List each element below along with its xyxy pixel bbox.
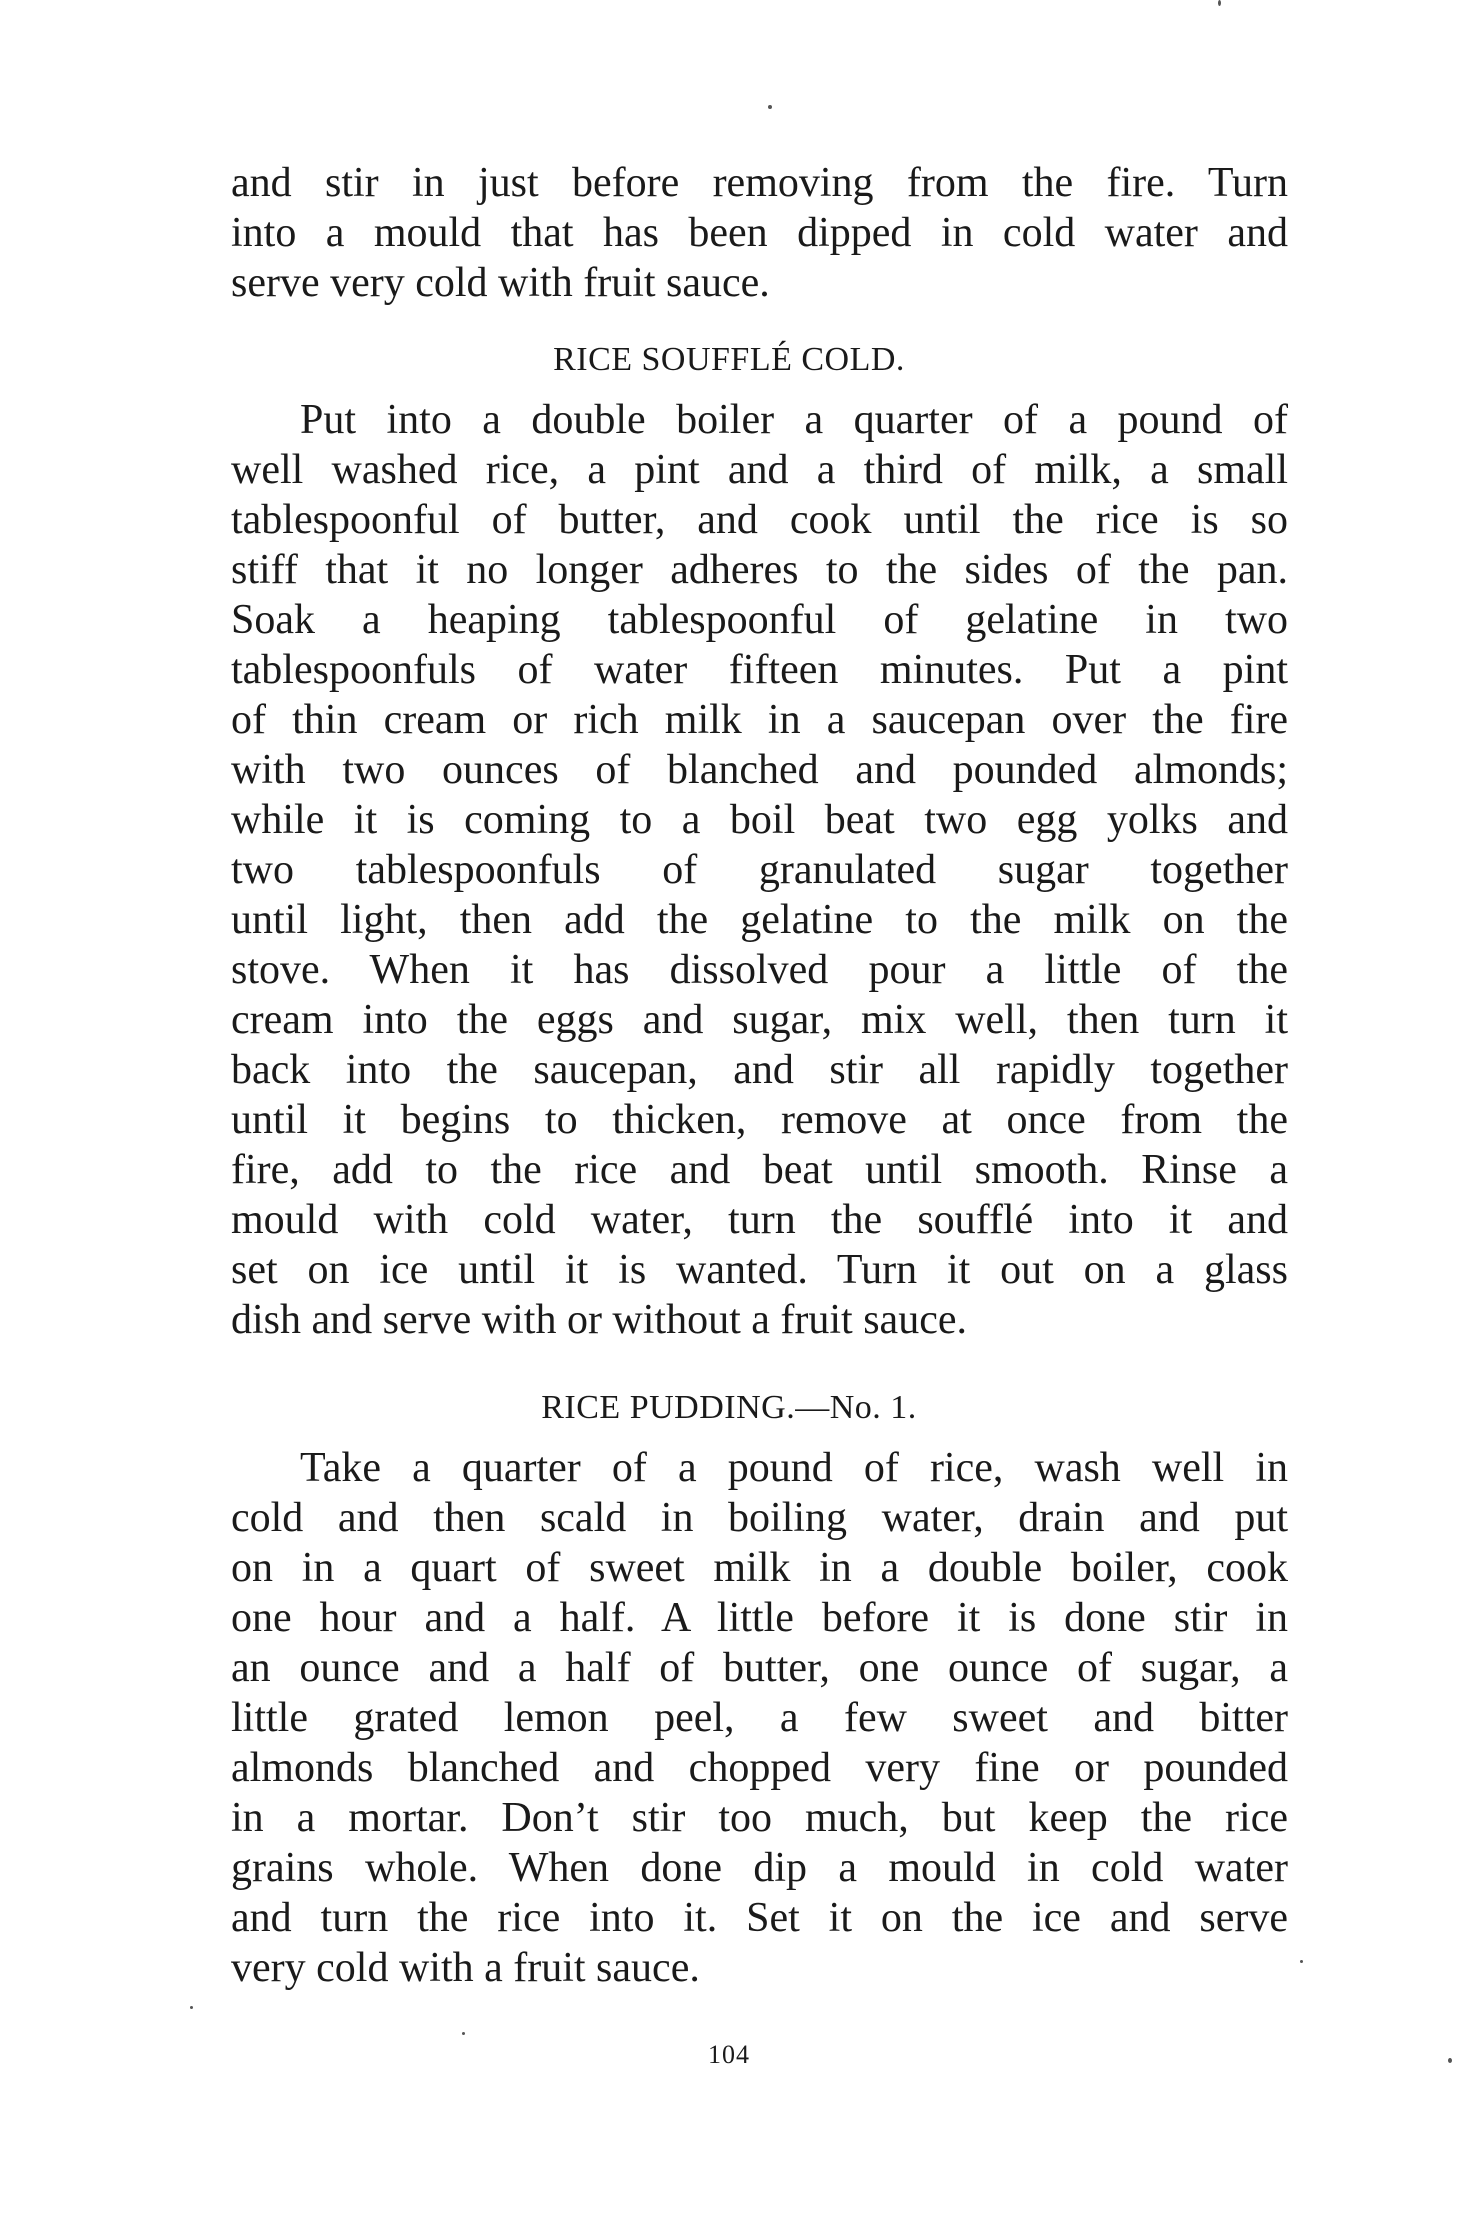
body-line: cold and then scald in boiling water, drain and put (231, 1495, 1288, 1541)
body-line: one hour and a half. A little before it is done stir in (231, 1595, 1288, 1641)
body-line: serve very cold with fruit sauce. (231, 260, 770, 306)
body-line: while it is coming to a boil beat two egg yolks and (231, 797, 1288, 843)
body-line: back into the saucepan, and stir all rapidly together (231, 1047, 1288, 1093)
body-line: tablespoonful of butter, and cook until the rice is so (231, 497, 1288, 543)
body-line: almonds blanched and chopped very fine or pounded (231, 1745, 1288, 1791)
body-line: tablespoonfuls of water fifteen minutes. Put a pint (231, 647, 1288, 693)
body-line: of thin cream or rich milk in a saucepan over the fire (231, 697, 1288, 743)
body-line: in a mortar. Don’t stir too much, but keep the rice (231, 1795, 1288, 1841)
body-line: and stir in just before removing from the fire. Turn (231, 160, 1288, 206)
body-line: an ounce and a half of butter, one ounce of sugar, a (231, 1645, 1288, 1691)
scan-speck (190, 2006, 193, 2009)
body-line: little grated lemon peel, a few sweet and bitter (231, 1695, 1288, 1741)
section-heading: RICE SOUFFLÉ COLD. (553, 341, 905, 378)
body-line: stove. When it has dissolved pour a little of the (231, 947, 1288, 993)
body-line: until it begins to thicken, remove at once from the (231, 1097, 1288, 1143)
body-line: well washed rice, a pint and a third of milk, a small (231, 447, 1288, 493)
body-line: dish and serve with or without a fruit sauce. (231, 1297, 967, 1343)
body-line: with two ounces of blanched and pounded almonds; (231, 747, 1288, 793)
body-line: two tablespoonfuls of granulated sugar together (231, 847, 1288, 893)
body-line: grains whole. When done dip a mould in cold water (231, 1845, 1288, 1891)
body-line: set on ice until it is wanted. Turn it out on a glass (231, 1247, 1288, 1293)
scan-speck (1448, 2058, 1452, 2063)
body-line: on in a quart of sweet milk in a double boiler, cook (231, 1545, 1288, 1591)
body-line: Put into a double boiler a quarter of a pound of (300, 397, 1288, 443)
body-line: mould with cold water, turn the soufflé into it and (231, 1197, 1288, 1243)
body-line: Take a quarter of a pound of rice, wash well in (300, 1445, 1288, 1491)
body-line: fire, add to the rice and beat until smooth. Rinse a (231, 1147, 1288, 1193)
body-line: and turn the rice into it. Set it on the ice and serve (231, 1895, 1288, 1941)
page-number: 104 (708, 2040, 750, 2069)
body-line: stiff that it no longer adheres to the sides of the pan. (231, 547, 1288, 593)
body-line: until light, then add the gelatine to the milk on the (231, 897, 1288, 943)
scan-speck (768, 105, 772, 109)
body-line: cream into the eggs and sugar, mix well, then turn it (231, 997, 1288, 1043)
scan-speck (1300, 1960, 1303, 1963)
scan-speck (1218, 0, 1221, 6)
scan-speck (462, 2032, 465, 2035)
body-line: Soak a heaping tablespoonful of gelatine in two (231, 597, 1288, 643)
body-line: very cold with a fruit sauce. (231, 1945, 700, 1991)
section-heading: RICE PUDDING.—No. 1. (541, 1389, 917, 1426)
body-line: into a mould that has been dipped in cold water and (231, 210, 1288, 256)
